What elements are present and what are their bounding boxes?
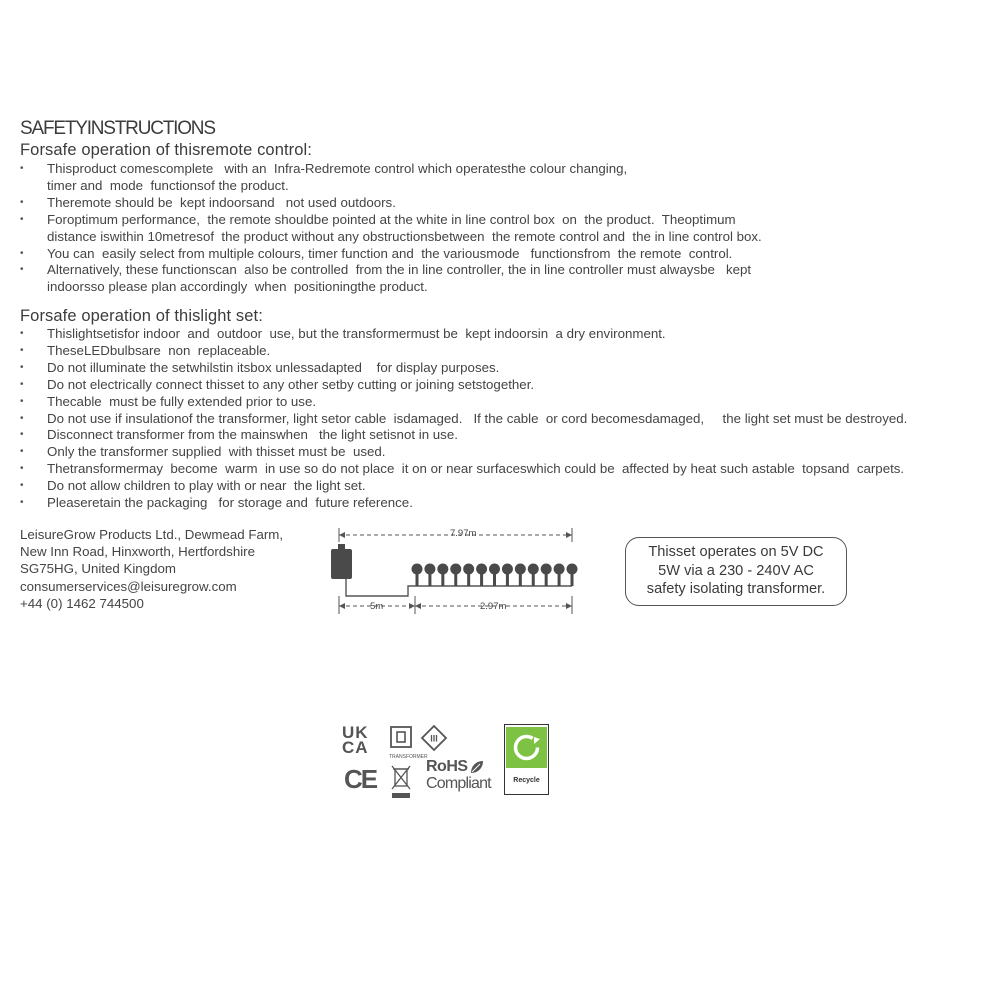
company-address (20, 526, 283, 612)
total-length-label: 7.97m (450, 528, 477, 539)
bulb (541, 564, 552, 575)
transformer-symbol-icon: TRANSFORMER (390, 726, 428, 760)
company-name: LeisureGrow Products Ltd., Dewmead Farm, (20, 527, 284, 542)
address-line: New Inn Road, Hinxworth, Hertfordshire (20, 544, 256, 560)
leaf-icon (469, 759, 485, 775)
remote-section-heading: Forsafe operation of thisremote control: (20, 141, 312, 159)
list-item: • Do not illuminate the setwhilstin itsbox unlessadapted for display purposes. (20, 360, 907, 377)
class-three-icon (420, 724, 448, 757)
contact-email: consumerservices@leisuregrow.com (20, 578, 237, 594)
bulb (476, 564, 487, 575)
bulb (424, 564, 435, 575)
spec-line: Thisset operates on 5V DC (648, 544, 824, 560)
remote-instructions-list (20, 161, 762, 296)
light-instructions-list (20, 326, 907, 512)
bulb (412, 564, 423, 575)
list-item: • Disconnect transformer from the mainswhen the light setisnot in use. (20, 427, 907, 444)
ukca-mark-icon: UK CA (342, 723, 369, 757)
bulb-stem (519, 574, 522, 586)
list-item: • Pleaseretain the packaging for storage and future reference. (20, 495, 907, 512)
list-item: • Only the transformer supplied with thisset must be used. (20, 444, 907, 461)
bulb (502, 564, 513, 575)
bulb-group (412, 564, 578, 587)
bulb-stem (480, 574, 483, 586)
rohs-compliant-icon: RoHS Compliant (426, 758, 491, 792)
list-item: • Do not electrically connect thisset to any other setby cutting or joining setstogether. (20, 377, 907, 394)
bulb-stem (416, 574, 419, 586)
light-section-heading: Forsafe operation of thislight set: (20, 307, 263, 325)
list-item: • Alternatively, these functionscan also be controlled from the in line controller, the in line controller must alwaysbe kept indoorsso please plan accordingly when positioningthe product. (20, 262, 762, 296)
ce-mark-icon: CE (344, 764, 377, 794)
transformer-icon (331, 549, 352, 579)
bulb (437, 564, 448, 575)
lead-length-label: 5m (370, 601, 384, 612)
list-item: • You can easily select from multiple colours, timer function and the variousmode functionsfrom the remote control. (20, 246, 762, 263)
bulb (528, 564, 539, 575)
recycle-icon: Recycle (504, 724, 549, 795)
light-set-diagram (328, 522, 588, 622)
bulb-stem (558, 574, 561, 586)
bulb-stem (493, 574, 496, 586)
address-line: SG75HG, United Kingdom (20, 561, 176, 577)
svg-text:III: III (430, 733, 438, 744)
list-item: • Do not use if insulationof the transformer, light setor cable isdamaged. If the cable or cord becomesdamaged, the light set must be destroyed. (20, 411, 907, 428)
bulb-stem (441, 574, 444, 586)
page-title: SAFETYINSTRUCTIONS (20, 118, 215, 139)
bulb-stem (532, 574, 535, 586)
spec-box (625, 537, 847, 606)
bulb-stem (571, 574, 574, 586)
list-item: • TheseLEDbulbsare non replaceable. (20, 343, 907, 360)
bulb (489, 564, 500, 575)
lit-length-label: 2.97m (480, 601, 507, 612)
list-item: • Theremote should be kept indoorsand not used outdoors. (20, 195, 762, 212)
contact-phone: +44 (0) 1462 744500 (20, 595, 144, 611)
bulb-stem (545, 574, 548, 586)
list-item: • Thislightsetisfor indoor and outdoor use, but the transformermust be kept indoorsin a dry environment. (20, 326, 907, 343)
bulb (554, 564, 565, 575)
bulb (515, 564, 526, 575)
list-item: • Thecable must be fully extended prior to use. (20, 394, 907, 411)
bulb-stem (454, 574, 457, 586)
list-item: • Thetransformermay become warm in use so do not place it on or near surfaceswhich could be affected by heat such astable topsand carpets. (20, 461, 907, 478)
spec-line: 5W via a 230 - 240V AC (658, 562, 814, 579)
bulb (567, 564, 578, 575)
list-item: • Foroptimum performance, the remote shouldbe pointed at the white in line control box on the product. Theoptimum distance iswithin 10metresof the product without any obstructionsbetween the remote control and the in line control box. (20, 212, 762, 246)
list-item: • Do not allow children to play with or near the light set. (20, 478, 907, 495)
bulb-stem (467, 574, 470, 586)
bulb-stem (506, 574, 509, 586)
spec-line: safety isolating transformer. (646, 581, 826, 597)
bulb-stem (428, 574, 431, 586)
bulb (463, 564, 474, 575)
weee-bin-icon (390, 764, 412, 805)
bulb (450, 564, 461, 575)
list-item: • Thisproduct comescomplete with an Infra-Redremote control which operatesthe colour changing, timer and mode functionsof the product. (20, 161, 762, 195)
